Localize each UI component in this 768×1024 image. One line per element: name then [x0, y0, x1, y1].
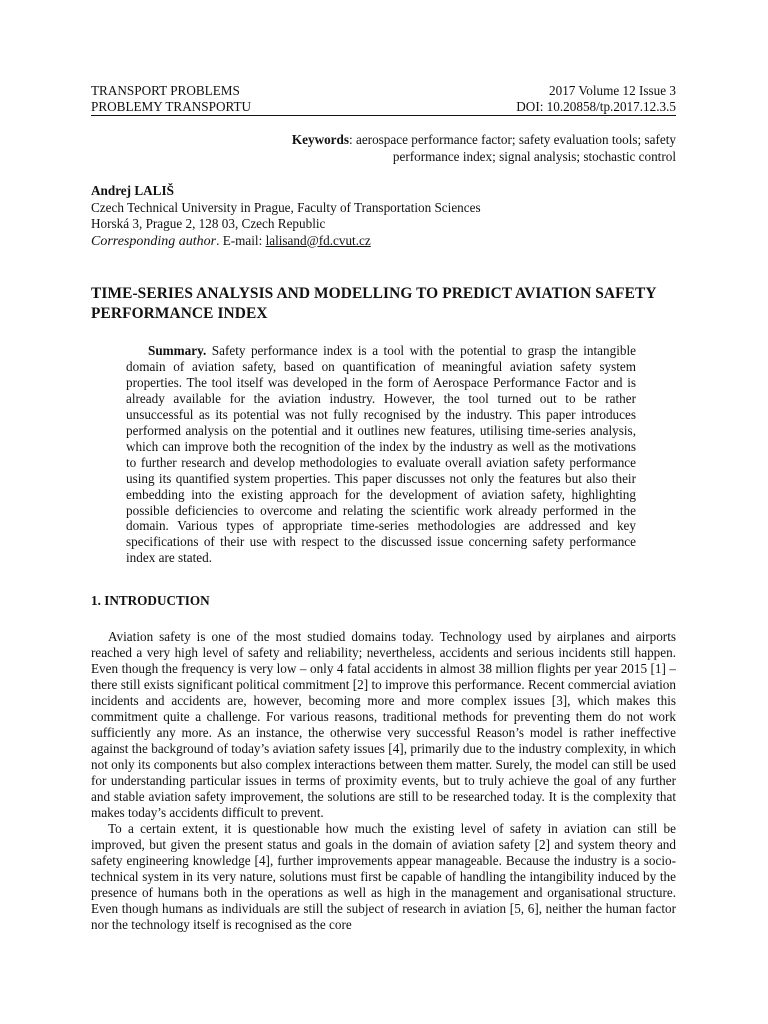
- paper-title: TIME-SERIES ANALYSIS AND MODELLING TO PREDICT AVIATION SAFETY PERFORMANCE INDEX: [91, 285, 657, 322]
- paper-page: [91, 83, 676, 932]
- author-name: Andrej LALIŠ: [91, 183, 174, 198]
- journal-name-en: TRANSPORT PROBLEMS: [91, 83, 240, 98]
- intro-paragraph-2: To a certain extent, it is questionable how much the existing level of safety in aviation can still be improved, but given the present status and goals in the domain of aviation safety [2] and system theory and safety engineering knowledge [4], further improvements appear manageable. Because the industry is a socio-technical system in its very nature, solutions must first be capable of handling the intangibility induced by the presence of humans both in the operations as well as high in the management and organisational structure. Even though humans as individuals are still the subject of research in aviation [5, 6], neither the human factor nor the technology itself is recognised as the core: [91, 820, 676, 932]
- keywords-text: : aerospace performance factor; safety evaluation tools; safety performance index; signal analysis; stochastic control: [349, 132, 676, 164]
- author-address: Horská 3, Prague 2, 128 03, Czech Republic: [91, 216, 326, 231]
- volume-issue: 2017 Volume 12 Issue 3: [549, 83, 676, 98]
- author-email-link[interactable]: lalisand@fd.cvut.cz: [265, 232, 371, 248]
- corresponding-author: [91, 233, 676, 251]
- summary-label: Summary.: [148, 343, 207, 358]
- running-header-row-2: [91, 99, 676, 116]
- email-prefix: . E-mail:: [216, 232, 266, 248]
- running-header-row-1: [91, 83, 676, 99]
- author-block: [91, 183, 676, 250]
- keywords: [251, 131, 676, 165]
- author-affiliation: Czech Technical University in Prague, Faculty of Transportation Sciences: [91, 199, 481, 215]
- intro-paragraph-1: Aviation safety is one of the most studied domains today. Technology used by airplanes and airports reached a very high level of safety and reliability; nevertheless, accidents and serious incidents still happen. Even though the frequency is very low – only 4 fatal accidents in almost 38 million flights per year 2015 [1] – there still exists significant political commitment [2] to improve this performance. Recent commercial aviation incidents and accidents are, however, becoming more and more complex issues [3], which makes this commitment quite a challenge. For various reasons, traditional methods for preventing them do not work sufficiently any more. As an instance, the otherwise very successful Reason’s model is rather ineffective against the background of today’s aviation safety issues [4], primarily due to the industry complexity, in which not only its components but also complex interactions between them matter. Surely, the model can still be used for understanding particular issues in terms of proximity events, but to truly achieve the goal of any further and stable aviation safety improvement, the solutions are still to be researched today. It is the complexity that makes today’s accidents difficult to prevent.: [91, 629, 676, 820]
- corresponding-label: Corresponding author: [91, 233, 217, 249]
- section-heading-introduction: 1. INTRODUCTION: [91, 593, 210, 609]
- summary-abstract: [126, 343, 636, 566]
- doi: DOI: 10.20858/tp.2017.12.3.5: [516, 99, 676, 114]
- summary-text: Safety performance index is a tool with the potential to grasp the intangible domain of aviation safety, based on quantification of meaningful aviation safety system properties. The tool itself was developed in the form of Aerospace Performance Factor and is already available for the aviation industry. However, the tool turned out to be rather unsuccessful as its potential was not fully recognised by the industry. This paper introduces performed analysis on the potential and it outlines new features, utilising time-series analysis, which can improve both the recognition of the index by the industry as well as the motivations to further research and develop methodologies to evaluate overall aviation safety performance using its quantified system properties. This paper discusses not only the features but also their embedding into the existing approach for the development of aviation safety, highlighting possible deficiencies to overcome and relating the scientific work already performed in the domain. Various types of appropriate time-series methodologies are addressed and key specifications of their use with respect to the discussed issue concerning safety performance index are stated.: [126, 343, 636, 566]
- keywords-label: Keywords: [291, 132, 350, 147]
- journal-name-pl: PROBLEMY TRANSPORTU: [91, 99, 252, 114]
